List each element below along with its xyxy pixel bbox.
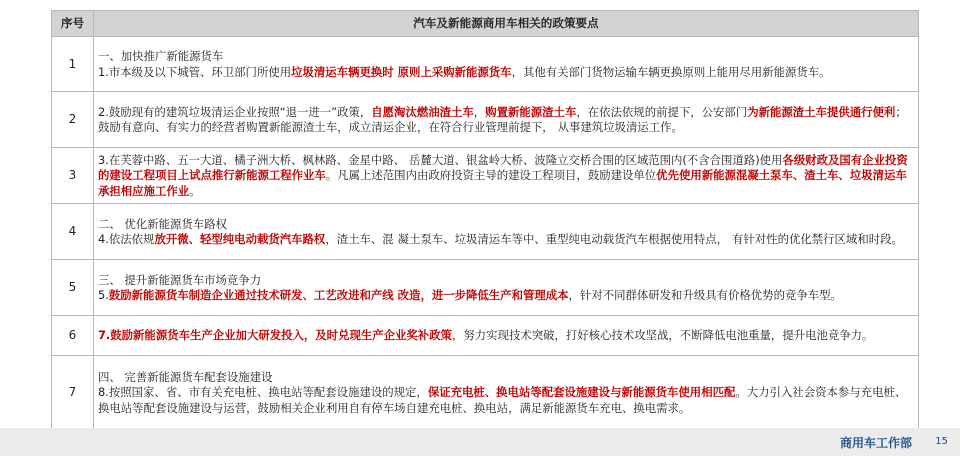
table-row xyxy=(52,92,919,148)
policy-cell: 二、 优化新能源货车路权 4.依法依规放开微、轻型纯电动载货汽车路权，渣土车、混 凝土泵车、垃圾清运车等中、重型纯电动载货汽车根据使用特点， 有针对性的优化禁行区域和时段。 xyxy=(94,204,919,260)
policy-cell: 7.鼓励新能源货车生产企业加大研发投入，及时兑现生产企业奖补政策，努力实现技术突破，打好核心技术攻坚战，不断降低电池重量，提升电池竞争力。 xyxy=(94,316,919,356)
row-number: 1 xyxy=(52,37,94,92)
row-number: 6 xyxy=(52,316,94,356)
table-header-row xyxy=(52,11,919,37)
row-number: 7 xyxy=(52,356,94,430)
footer-bar xyxy=(0,428,960,456)
row-number: 2 xyxy=(52,92,94,148)
table-row xyxy=(52,260,919,316)
header-policy: 汽车及新能源商用车相关的政策要点 xyxy=(94,11,919,37)
highlight-text: 优先使用新能源混凝土泵车、渣土车、垃圾清运车承担相应施工作业 xyxy=(98,168,907,198)
highlight-text: 鼓励新能源货车制造企业通过技术研发、工艺改进和产线 xyxy=(108,288,394,302)
table-row xyxy=(52,37,919,92)
table-row xyxy=(52,356,919,430)
policy-cell: 一、加快推广新能源货车 1.市本级及以下城管、环卫部门所使用垃圾清运车辆更换时 原则上采购新能源货车，其他有关部门货物运输车辆更换原则上能用尽用新能源货车。 xyxy=(94,37,919,92)
row-number: 5 xyxy=(52,260,94,316)
highlight-text: 改造，进一步降低生产和管理成本 xyxy=(397,288,569,302)
section-heading: 三、 提升新能源货车市场竞争力 xyxy=(98,272,262,287)
highlight-text: 购置新能源渣土车 xyxy=(485,104,577,119)
section-heading: 四、 完善新能源货车配套设施建设 xyxy=(98,370,273,385)
highlight-text: 各级财政及国有企业投资的建设工程项目上试点推行新能源工程作业车 xyxy=(98,153,908,183)
policy-cell: 2.鼓励现有的建筑垃圾清运企业按照“退一进一”政策，自愿淘汰燃油渣土车，购置新能源渣土车，在依法依规的前提下，公安部门为新能源渣土车提供通行便利；鼓励有意向、有实力的经营者购置新能源渣土车，成立清运企业，在符合行业管理前提下， 从事建筑垃圾清运工作。 xyxy=(94,92,919,148)
row-number: 3 xyxy=(52,148,94,204)
department-label: 商用车工作部 xyxy=(839,436,912,450)
section-heading: 二、 优化新能源货车路权 xyxy=(98,216,227,231)
table-row xyxy=(52,316,919,356)
header-num: 序号 xyxy=(52,11,94,37)
highlight-text: 自愿淘汰燃油渣土车 xyxy=(371,104,474,119)
row-number: 4 xyxy=(52,204,94,260)
policy-cell: 三、 提升新能源货车市场竞争力 5.鼓励新能源货车制造企业通过技术研发、工艺改进和产线 改造，进一步降低生产和管理成本，针对不同群体研发和升级具有价格优势的竞争车型。 xyxy=(94,260,919,316)
highlight-text: 为新能源渣土车提供通行便利 xyxy=(747,104,896,119)
policy-cell: 3.在芙蓉中路、五一大道、橘子洲大桥、枫林路、金星中路、 岳麓大道、银盆岭大桥、波隆立交桥合围的区域范围内(不含合围道路)使用各级财政及国有企业投资的建设工程项目上试点推行新能源工程作业车。凡属上述范围内由政府投资主导的建设工程项目，鼓励建设单位优先使用新能源混凝土泵车、渣土车、垃圾清运车承担相应施工作业。 xyxy=(94,148,919,204)
table-row xyxy=(52,148,919,204)
highlight-text: 原则上采购新能源货车 xyxy=(397,64,512,79)
highlight-text: 放开微、轻型纯电动载货汽车路权 xyxy=(154,232,326,246)
highlight-text: 7.鼓励新能源货车生产企业加大研发投入，及时兑现生产企业奖补政策 xyxy=(98,328,452,343)
table-row xyxy=(52,204,919,260)
highlight-text: 保证充电桩、换电站等配套设施建设与新能源货车使用相匹配 xyxy=(427,385,736,400)
policy-cell: 四、 完善新能源货车配套设施建设 8.按照国家、省、市有关充电桩、换电站等配套设施建设的规定，保证充电桩、换电站等配套设施建设与新能源货车使用相匹配。大力引入社会资本参与充电桩、换电站等配套设施建设与运营，鼓励相关企业利用自有停车场自建充电桩、换电站，满足新能源货车充电、换电需求。 xyxy=(94,356,919,430)
page-number: 15 xyxy=(935,436,948,447)
highlight-text: 垃圾清运车辆更换时 xyxy=(291,64,394,79)
policy-table xyxy=(51,10,919,430)
section-heading: 一、加快推广新能源货车 xyxy=(98,49,224,64)
